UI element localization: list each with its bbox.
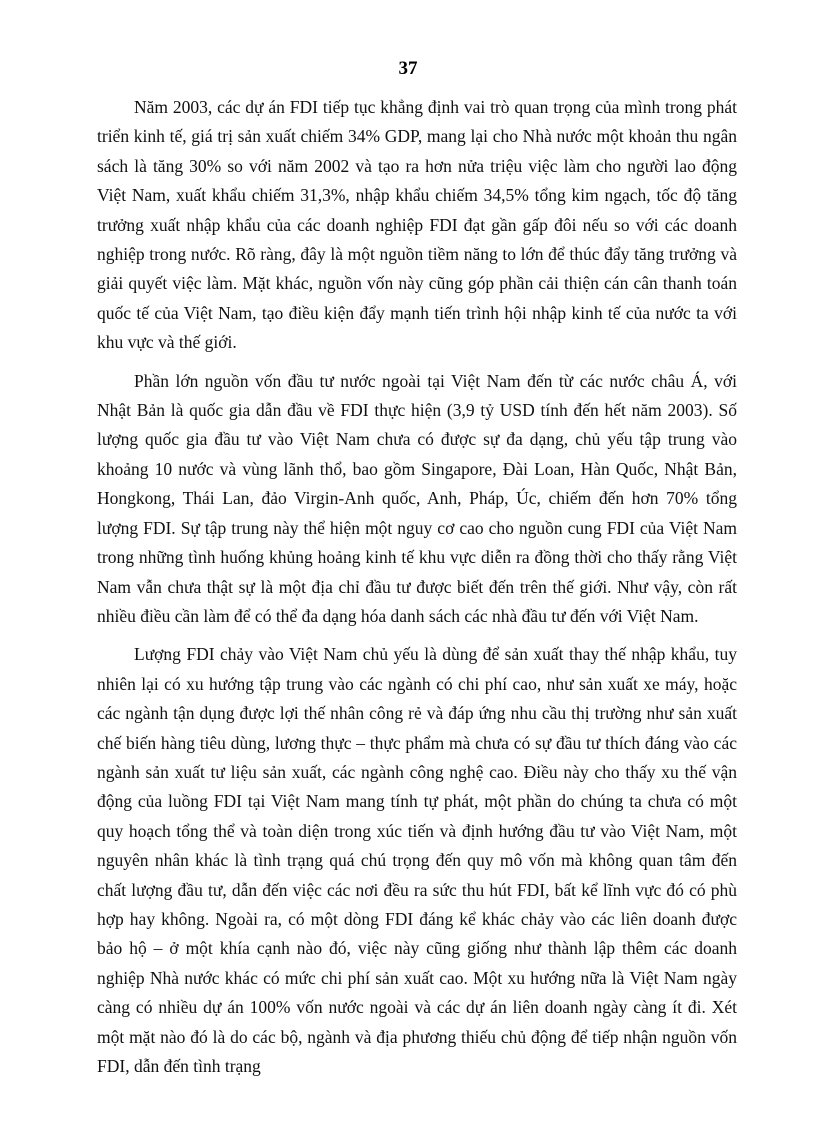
- paragraph-3: Lượng FDI chảy vào Việt Nam chủ yếu là dùng để sản xuất thay thế nhập khẩu, tuy nhiên lại có xu hướng tập trung vào các ngành có chi phí cao, như sản xuất xe máy, hoặc các ngành tận dụng được lợi thế nhân công rẻ và đáp ứng nhu cầu thị trường như sản xuất chế biến hàng tiêu dùng, lương thực – thực phẩm mà chưa có sự đầu tư thích đáng vào các ngành sản xuất tư liệu sản xuất, các ngành công nghệ cao. Điều này cho thấy xu thế vận động của luồng FDI tại Việt Nam mang tính tự phát, một phần do chúng ta chưa có một quy hoạch tổng thể và toàn diện trong xúc tiến và định hướng đầu tư vào Việt Nam, một nguyên nhân khác là tình trạng quá chú trọng đến quy mô vốn mà không quan tâm đến chất lượng đầu tư, dẫn đến việc các nơi đều ra sức thu hút FDI, bất kể lĩnh vực đó có phù hợp hay không. Ngoài ra, có một dòng FDI đáng kể khác chảy vào các liên doanh được bảo hộ – ở một khía cạnh nào đó, việc này cũng giống như thành lập thêm các doanh nghiệp Nhà nước khác có mức chi phí sản xuất cao. Một xu hướng nữa là Việt Nam ngày càng có nhiều dự án 100% vốn nước ngoài và các dự án liên doanh ngày càng ít đi. Xét một mặt nào đó là do các bộ, ngành và địa phương thiếu chủ động để tiếp nhận nguồn vốn FDI, dẫn đến tình trạng: [97, 644, 737, 1076]
- paragraph-1: Năm 2003, các dự án FDI tiếp tục khẳng định vai trò quan trọng của mình trong phát triển kinh tế, giá trị sản xuất chiếm 34% GDP, mang lại cho Nhà nước một khoản thu ngân sách là tăng 30% so với năm 2002 và tạo ra hơn nửa triệu việc làm cho người lao động Việt Nam, xuất khẩu chiếm 31,3%, nhập khẩu chiếm 34,5% tổng kim ngạch, tốc độ tăng trưởng xuất nhập khẩu của các doanh nghiệp FDI đạt gần gấp đôi nếu so với các doanh nghiệp trong nước. Rõ ràng, đây là một nguồn tiềm năng to lớn để thúc đẩy tăng trưởng và giải quyết việc làm. Mặt khác, nguồn vốn này cũng góp phần cải thiện cán cân thanh toán quốc tế của Việt Nam, tạo điều kiện đẩy mạnh tiến trình hội nhập kinh tế của nước ta với khu vực và thế giới.: [97, 97, 737, 353]
- paragraph-2: Phần lớn nguồn vốn đầu tư nước ngoài tại Việt Nam đến từ các nước châu Á, với Nhật Bản là quốc gia dẫn đầu về FDI thực hiện (3,9 tỷ USD tính đến hết năm 2003). Số lượng quốc gia đầu tư vào Việt Nam chưa có được sự đa dạng, chủ yếu tập trung vào khoảng 10 nước và vùng lãnh thổ, bao gồm Singapore, Đài Loan, Hàn Quốc, Nhật Bản, Hongkong, Thái Lan, đảo Virgin-Anh quốc, Anh, Pháp, Úc, chiếm đến hơn 70% tổng lượng FDI. Sự tập trung này thể hiện một nguy cơ cao cho nguồn cung FDI của Việt Nam trong những tình huống khủng hoảng kinh tế khu vực diễn ra đồng thời cho thấy rằng Việt Nam vẫn chưa thật sự là một địa chỉ đầu tư được biết đến trên thế giới. Như vậy, còn rất nhiều điều cần làm để có thể đa dạng hóa danh sách các nhà đầu tư đến với Việt Nam.: [97, 370, 737, 626]
- body-text: [97, 93, 737, 1090]
- page-number: 37: [398, 58, 418, 79]
